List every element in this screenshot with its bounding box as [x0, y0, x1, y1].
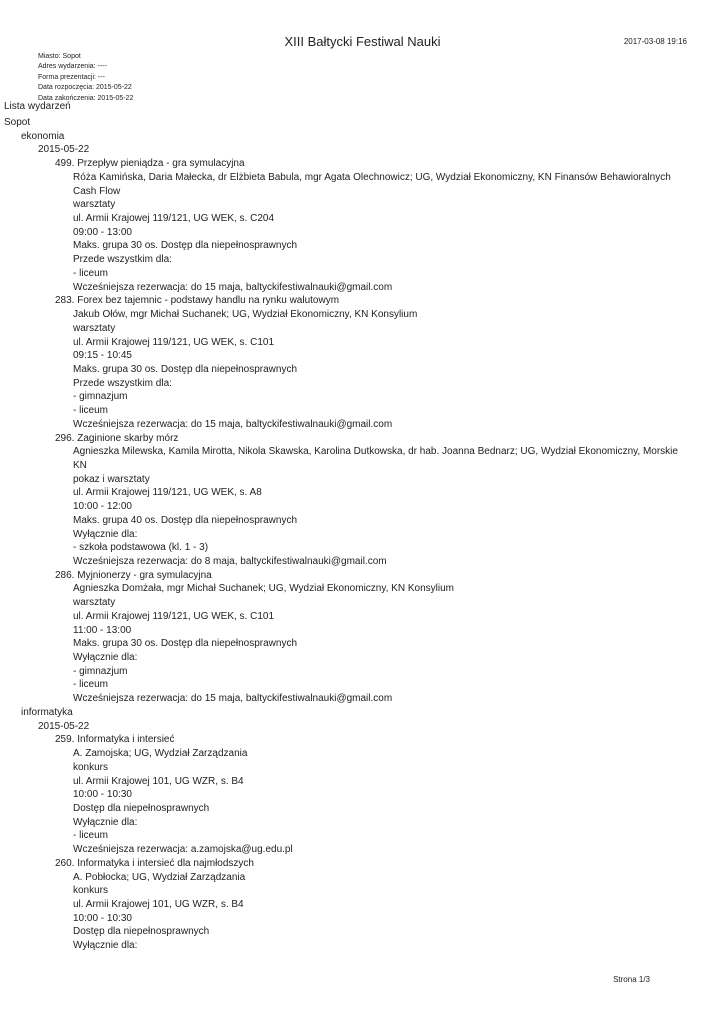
- event-detail: 10:00 - 12:00: [73, 501, 132, 513]
- event-detail: A. Zamojska; UG, Wydział Zarządzania: [73, 748, 248, 760]
- event-detail: 11:00 - 13:00: [73, 624, 132, 636]
- meta-presentation-form: Forma prezentacji: ---: [38, 73, 105, 81]
- event-detail: ul. Armii Krajowej 119/121, UG WEK, s. C101: [73, 610, 275, 622]
- event-detail: Maks. grupa 40 os. Dostęp dla niepełnosprawnych: [73, 514, 298, 526]
- event-detail: konkurs: [73, 761, 109, 773]
- event-detail: A. Pobłocka; UG, Wydział Zarządzania: [73, 871, 246, 883]
- event-list: [0, 116, 683, 953]
- event-detail: ul. Armii Krajowej 119/121, UG WEK, s. A8: [73, 487, 262, 499]
- event-detail: pokaz i warsztaty: [73, 473, 150, 485]
- event-detail: warsztaty: [73, 597, 116, 609]
- event-detail: - gimnazjum: [73, 665, 128, 677]
- meta-city: Miasto: Sopot: [38, 53, 81, 60]
- event-detail: - liceum: [73, 679, 109, 691]
- event-detail: Wcześniejsza rezerwacja: do 15 maja, baltyckifestiwalnauki@gmail.com: [73, 281, 393, 293]
- event-detail: Agnieszka Milewska, Kamila Mirotta, Nikola Skawska, Karolina Dutkowska, dr hab. Joanna Bednarz; UG, Wydział Ekonomiczny, Morskie KN: [73, 446, 678, 471]
- event-detail: konkurs: [73, 885, 109, 897]
- category-heading: ekonomia: [21, 130, 65, 142]
- event-detail: Wcześniejsza rezerwacja: do 8 maja, baltyckifestiwalnauki@gmail.com: [73, 556, 387, 567]
- event-detail: Wyłącznie dla:: [73, 652, 138, 664]
- event-detail: - liceum: [73, 267, 109, 279]
- city-heading: Sopot: [4, 117, 31, 128]
- event-detail: Przede wszystkim dla:: [73, 377, 172, 389]
- meta-block: [38, 52, 133, 104]
- event-detail: Róża Kamińska, Daria Małecka, dr Elżbieta Babula, mgr Agata Olechnowicz; UG, Wydział Ekonomiczny, KN Finansów Behawioralnych Cash Flow: [73, 171, 671, 197]
- event-detail: - liceum: [73, 405, 109, 417]
- event-detail: - szkoła podstawowa (kl. 1 - 3): [73, 542, 209, 554]
- meta-address: Adres wydarzenia: ----: [38, 63, 107, 71]
- event-detail: Dostęp dla niepełnosprawnych: [73, 802, 210, 814]
- event-detail: Wcześniejsza rezerwacja: do 15 maja, baltyckifestiwalnauki@gmail.com: [73, 693, 393, 705]
- event-detail: Wcześniejsza rezerwacja: do 15 maja, baltyckifestiwalnauki@gmail.com: [73, 418, 393, 430]
- page-number: Strona 1/3: [613, 975, 650, 984]
- list-heading: Lista wydarzeń: [4, 101, 71, 112]
- event-detail: - gimnazjum: [73, 391, 128, 403]
- event-title: 260. Informatyka i intersieć dla najmłodszych: [55, 857, 254, 869]
- event-detail: Maks. grupa 30 os. Dostęp dla niepełnosprawnych: [73, 363, 298, 375]
- event-detail: Maks. grupa 30 os. Dostęp dla niepełnosprawnych: [73, 638, 298, 650]
- event-detail: Maks. grupa 30 os. Dostęp dla niepełnosprawnych: [73, 240, 298, 252]
- event-detail: Wyłącznie dla:: [73, 528, 138, 540]
- event-title: 283. Forex bez tajemnic - podstawy handlu na rynku walutowym: [55, 295, 340, 307]
- event-detail: Dostęp dla niepełnosprawnych: [73, 926, 210, 938]
- event-detail: Wcześniejsza rezerwacja: a.zamojska@ug.edu.pl: [73, 844, 293, 856]
- event-detail: ul. Armii Krajowej 101, UG WZR, s. B4: [73, 775, 244, 787]
- event-title: 296. Zaginione skarby mórz: [55, 432, 179, 444]
- event-detail: 10:00 - 10:30: [73, 789, 132, 801]
- meta-start-date: Data rozpoczęcia: 2015-05-22: [38, 84, 132, 92]
- meta-end-date: Data zakończenia: 2015-05-22: [38, 94, 134, 102]
- date-heading: 2015-05-22: [38, 720, 90, 732]
- event-detail: 10:00 - 10:30: [73, 912, 132, 924]
- event-detail: Wyłącznie dla:: [73, 816, 138, 828]
- event-title: 286. Myjnionerzy - gra symulacyjna: [55, 569, 212, 581]
- event-detail: Przede wszystkim dla:: [73, 254, 172, 266]
- event-detail: Agnieszka Domżała, mgr Michał Suchanek; UG, Wydział Ekonomiczny, KN Konsylium: [73, 583, 454, 595]
- event-detail: Wyłącznie dla:: [73, 940, 138, 952]
- event-title: 499. Przepływ pieniądza - gra symulacyjna: [55, 158, 245, 170]
- event-detail: Jakub Ołów, mgr Michał Suchanek; UG, Wydział Ekonomiczny, KN Konsylium: [73, 309, 418, 321]
- event-detail: ul. Armii Krajowej 119/121, UG WEK, s. C204: [73, 213, 275, 225]
- event-detail: ul. Armii Krajowej 119/121, UG WEK, s. C101: [73, 336, 275, 348]
- print-timestamp: 2017-03-08 19:16: [623, 37, 687, 46]
- event-detail: ul. Armii Krajowej 101, UG WZR, s. B4: [73, 898, 244, 910]
- document-title: XIII Bałtycki Festiwal Nauki: [284, 34, 441, 49]
- event-detail: 09:15 - 10:45: [73, 350, 132, 362]
- event-detail: 09:00 - 13:00: [73, 226, 132, 238]
- event-detail: warsztaty: [73, 199, 116, 211]
- category-heading: informatyka: [21, 706, 73, 718]
- event-detail: - liceum: [73, 830, 109, 842]
- date-heading: 2015-05-22: [38, 144, 90, 156]
- event-title: 259. Informatyka i intersieć: [55, 734, 175, 746]
- event-detail: warsztaty: [73, 322, 116, 334]
